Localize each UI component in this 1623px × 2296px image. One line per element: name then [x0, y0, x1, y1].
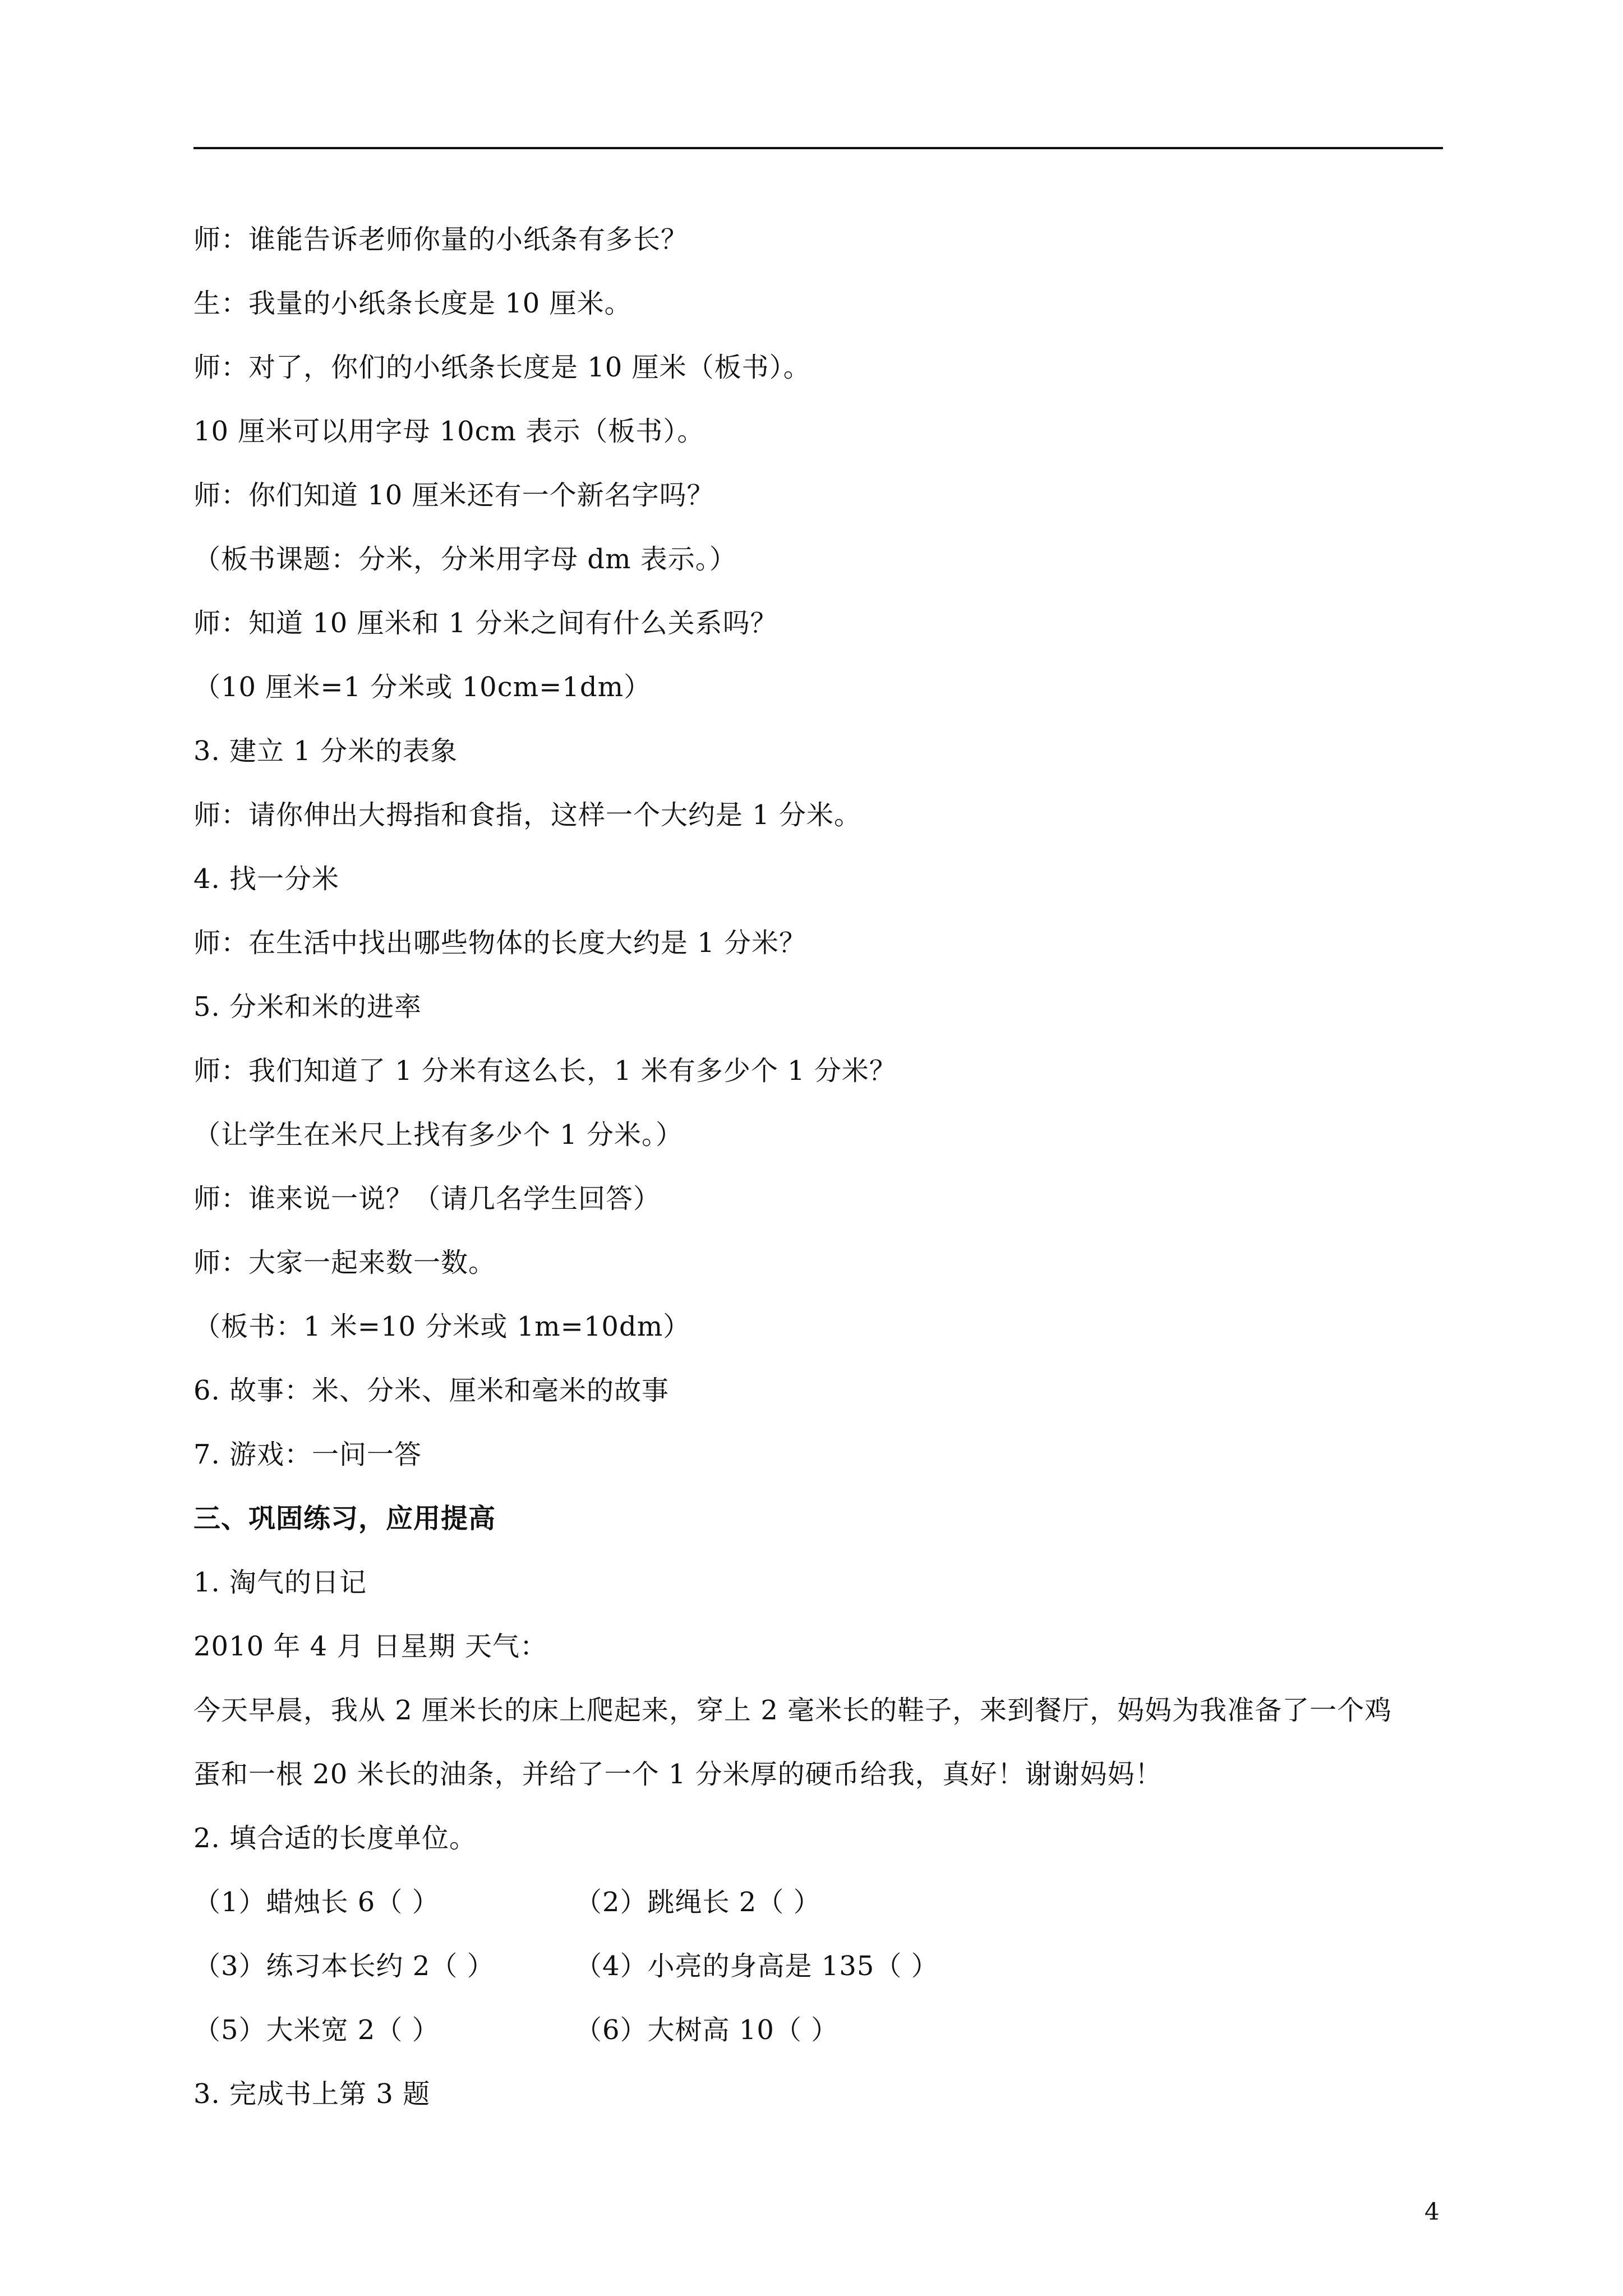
text-line: 生：我量的小纸条长度是 10 厘米。 [193, 288, 632, 319]
section-heading: 三、巩固练习，应用提高 [193, 1503, 496, 1534]
fill-blank-item: （5）大米宽 2（ ） [193, 2014, 440, 2046]
text-line: 师：大家一起来数一数。 [193, 1247, 496, 1278]
exercise-title: 2. 填合适的长度单位。 [193, 1823, 477, 1854]
document-body [193, 208, 1443, 2126]
fill-blank-item: （2）跳绳长 2（ ） [575, 1887, 821, 1918]
text-line: 师：在生活中找出哪些物体的长度大约是 1 分米？ [193, 927, 807, 959]
exercise-title: 3. 完成书上第 3 题 [193, 2078, 431, 2110]
page-number: 4 [1424, 2198, 1440, 2225]
fill-blank-row [193, 1870, 1443, 1934]
text-line: 师：我们知道了 1 分米有这么长，1 米有多少个 1 分米？ [193, 1055, 897, 1087]
fill-blank-item: （3）练习本长约 2（ ） [193, 1950, 495, 1982]
fill-blank-row [193, 1998, 1443, 2062]
text-line: （让学生在米尺上找有多少个 1 分米。） [193, 1119, 684, 1151]
text-line: 师：知道 10 厘米和 1 分米之间有什么关系吗？ [193, 608, 778, 639]
fill-blank-row [193, 1934, 1443, 1998]
text-line: （10 厘米=1 分米或 10cm=1dm） [193, 671, 652, 703]
text-line: 师：你们知道 10 厘米还有一个新名字吗？ [193, 480, 714, 511]
text-line: 师：谁来说一说？（请几名学生回答） [193, 1183, 661, 1214]
step-heading: 5. 分米和米的进率 [193, 991, 422, 1023]
text-line: （板书课题：分米，分米用字母 dm 表示。） [193, 544, 737, 575]
step-heading: 4. 找一分米 [193, 863, 340, 895]
diary-text: 今天早晨，我从 2 厘米长的床上爬起来，穿上 2 毫米长的鞋子，来到餐厅，妈妈为我准备了一个鸡 [193, 1695, 1393, 1726]
diary-date: 2010 年 4 月 日星期 天气： [193, 1631, 547, 1662]
step-heading: 6. 故事：米、分米、厘米和毫米的故事 [193, 1375, 670, 1406]
text-line: 师：对了，你们的小纸条长度是 10 厘米（板书）。 [193, 352, 811, 383]
header-rule [193, 147, 1443, 149]
text-line: 10 厘米可以用字母 10cm 表示（板书）。 [193, 416, 705, 447]
text-line: 师：请你伸出大拇指和食指，这样一个大约是 1 分米。 [193, 799, 862, 831]
fill-blank-item: （1）蜡烛长 6（ ） [193, 1887, 440, 1918]
diary-text: 蛋和一根 20 米长的油条，并给了一个 1 分米厚的硬币给我，真好！谢谢妈妈！ [193, 1759, 1163, 1790]
exercise-title: 1. 淘气的日记 [193, 1567, 367, 1598]
fill-blank-item: （4）小亮的身高是 135（ ） [575, 1950, 939, 1982]
step-heading: 3. 建立 1 分米的表象 [193, 735, 458, 767]
fill-blank-item: （6）大树高 10（ ） [575, 2014, 839, 2046]
text-line: 师：谁能告诉老师你量的小纸条有多长？ [193, 224, 689, 255]
step-heading: 7. 游戏：一问一答 [193, 1439, 422, 1470]
text-line: （板书：1 米=10 分米或 1m=10dm） [193, 1311, 691, 1342]
